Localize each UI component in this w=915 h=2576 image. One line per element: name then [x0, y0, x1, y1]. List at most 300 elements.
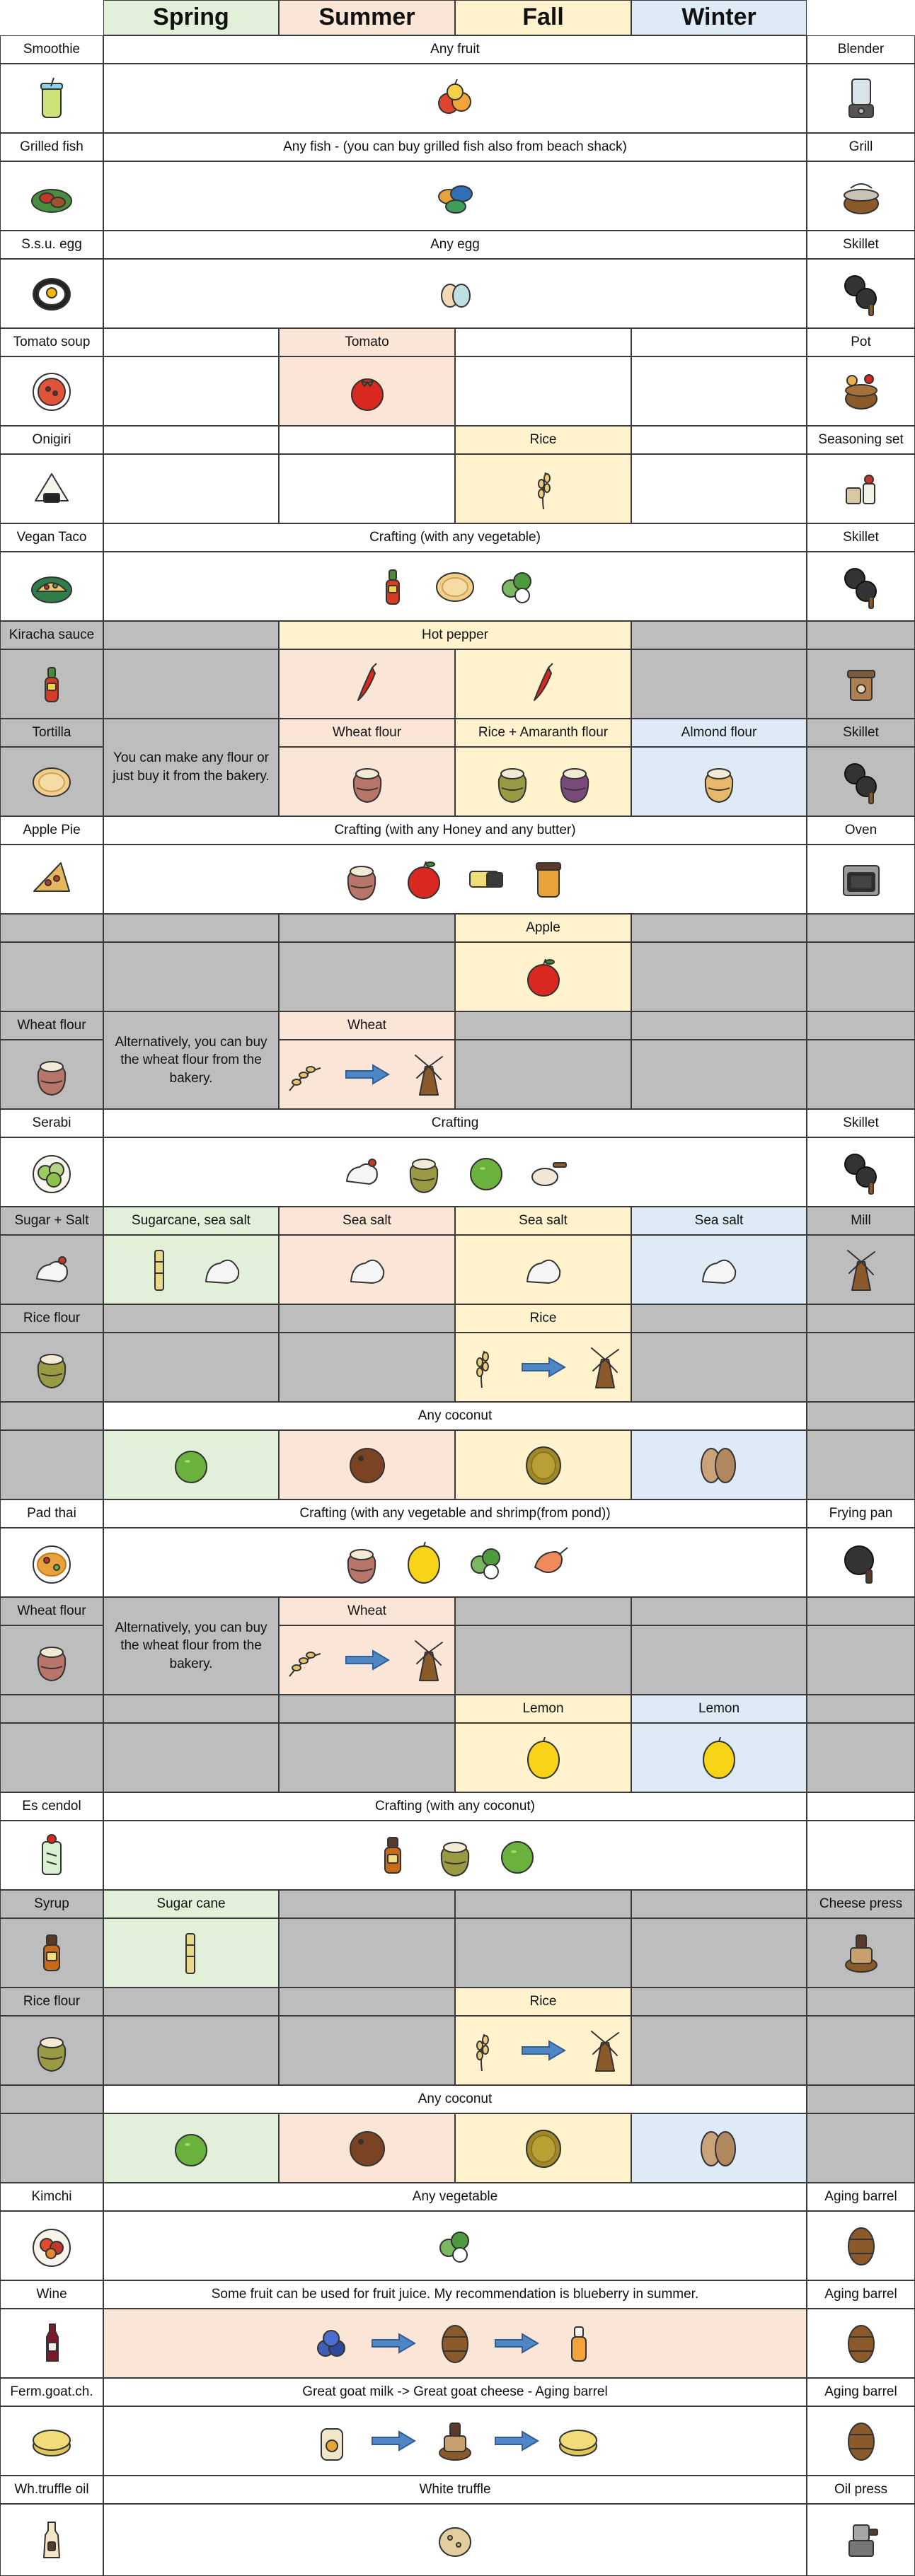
dish-icon-cell	[0, 454, 103, 523]
empty-cell	[103, 1723, 279, 1792]
onigiri-icon	[28, 465, 75, 512]
empty-cell	[631, 356, 807, 426]
empty-cell	[631, 328, 807, 356]
note-cell: Alternatively, you can buy the wheat flour from the bakery.	[103, 1597, 279, 1695]
empty-cell	[455, 1625, 631, 1695]
ingredient-label: Wheat	[279, 1011, 455, 1040]
empty-cell	[103, 1333, 279, 1402]
ingredient-icon-cell	[455, 649, 631, 719]
empty-cell	[631, 1011, 807, 1040]
empty-cell	[103, 426, 279, 454]
green-coconut-icon	[494, 1832, 541, 1879]
empty-cell	[455, 356, 631, 426]
dish-label: Kimchi	[0, 2183, 103, 2211]
empty-cell	[455, 1040, 631, 1109]
apple-icon	[520, 953, 567, 1000]
ingredient-label: Apple	[455, 914, 631, 942]
empty-cell	[807, 1792, 915, 1821]
windmill-icon	[582, 2027, 628, 2074]
tomato-soup-icon	[28, 368, 75, 414]
tool-label: Cheese press	[807, 1890, 915, 1918]
skillet-icon	[838, 758, 885, 805]
ingredient-icon-cell	[631, 1430, 807, 1499]
empty-cell	[807, 914, 915, 942]
arrow-right-icon	[494, 2427, 539, 2455]
cheese-wheel-icon	[555, 2418, 602, 2464]
ingredient-icon-cell	[631, 1723, 807, 1792]
dish-icon-cell	[0, 161, 103, 231]
empty-cell	[631, 1040, 807, 1109]
ingredient-icon-cell	[455, 1430, 631, 1499]
empty-cell	[0, 914, 103, 942]
sauce-bottle-icon	[369, 563, 416, 610]
grilled-fish-icon	[28, 173, 75, 219]
empty-cell	[0, 1430, 103, 1499]
ingredient-icon-cell	[631, 1235, 807, 1304]
cheese-press-icon	[838, 1930, 885, 1976]
wine-bottle-icon	[28, 2320, 75, 2367]
ingredient-label: Rice + Amaranth flour	[455, 719, 631, 747]
rice-flour-sack-icon	[489, 758, 536, 805]
flour-sack-icon	[344, 758, 391, 805]
ingredient-label: Hot pepper	[279, 621, 631, 649]
empty-cell	[807, 1011, 915, 1040]
salt-scoop-icon	[525, 1149, 572, 1195]
tool-icon-cell	[807, 552, 915, 621]
tool-icon-cell	[807, 1137, 915, 1207]
dish-icon-cell	[0, 1528, 103, 1597]
sea-salt-icon	[344, 1246, 391, 1293]
ingredient-label: Rice	[455, 1304, 631, 1333]
empty-cell	[631, 649, 807, 719]
cheese-press-icon	[432, 2418, 478, 2464]
flour-sack-icon	[338, 856, 385, 903]
empty-cell	[103, 914, 279, 942]
cheese-wheel-icon	[28, 2418, 75, 2464]
dish-icon-cell	[0, 845, 103, 914]
olive-coconut-icon	[520, 2125, 567, 2171]
empty-cell	[455, 1918, 631, 1988]
tool-label: Oil press	[807, 2476, 915, 2504]
ingredient-label: Any egg	[103, 231, 807, 259]
ingredient-icon-cell	[455, 942, 631, 1011]
tool-label: Frying pan	[807, 1499, 915, 1528]
empty-cell	[103, 649, 279, 719]
ingredient-icon-cell	[103, 64, 807, 133]
juice-bottle-icon	[555, 2320, 602, 2367]
sea-salt-icon	[520, 1246, 567, 1293]
syrup-bottle-icon	[28, 1930, 75, 1976]
dish-label: Wh.truffle oil	[0, 2476, 103, 2504]
ingredient-icon-cell	[103, 1137, 807, 1207]
green-coconut-icon	[168, 2125, 214, 2171]
empty-cell	[0, 2113, 103, 2183]
lemon-icon	[520, 1734, 567, 1781]
ingredient-icon-cell	[455, 1333, 631, 1402]
syrup-bottle-icon	[369, 1832, 416, 1879]
dish-icon-cell	[0, 1333, 103, 1402]
ingredient-label: Any vegetable	[103, 2183, 807, 2211]
ingredient-icon-cell	[103, 1528, 807, 1597]
oven-icon	[838, 856, 885, 903]
sea-salt-icon	[696, 1246, 742, 1293]
hot-pepper-icon	[344, 661, 391, 707]
flour-sack-icon	[28, 1637, 75, 1683]
empty-cell	[279, 1988, 455, 2016]
dish-label: Smoothie	[0, 35, 103, 64]
tortilla-icon	[28, 758, 75, 805]
empty-cell	[0, 2085, 103, 2113]
vegetable-icon	[494, 563, 541, 610]
ingredient-label: Crafting (with any Honey and any butter)	[103, 816, 807, 845]
aging-barrel-icon	[838, 2222, 885, 2269]
empty-cell	[103, 454, 279, 523]
ingredient-icon-cell	[455, 2016, 631, 2085]
olive-coconut-icon	[520, 1441, 567, 1488]
empty-cell	[807, 1597, 915, 1625]
tool-icon-cell	[807, 845, 915, 914]
es-cendol-icon	[28, 1832, 75, 1879]
dish-icon-cell	[0, 1625, 103, 1695]
empty-cell	[807, 1402, 915, 1430]
tool-icon-cell	[807, 649, 915, 719]
empty-cell	[631, 1918, 807, 1988]
winter-header: Winter	[631, 0, 807, 35]
fall-header: Fall	[455, 0, 631, 35]
empty-cell	[807, 1040, 915, 1109]
windmill-icon	[838, 1246, 885, 1293]
empty-cell	[807, 1304, 915, 1333]
empty-cell	[807, 1695, 915, 1723]
ingredient-icon-cell	[455, 454, 631, 523]
sugarcane-icon	[137, 1246, 183, 1293]
rice-stalk-icon	[459, 2027, 505, 2074]
lemon-icon	[696, 1734, 742, 1781]
ingredient-icon-cell	[103, 2504, 807, 2576]
empty-cell	[807, 1821, 915, 1890]
ingredient-label: Great goat milk -> Great goat cheese - Aging barrel	[103, 2378, 807, 2406]
butter-icon	[463, 856, 510, 903]
empty-cell	[103, 1695, 279, 1723]
empty-cell	[631, 621, 807, 649]
rice-flour-sack-icon	[432, 1832, 478, 1879]
empty-cell	[103, 328, 279, 356]
tool-icon-cell	[807, 1918, 915, 1988]
ingredient-icon-cell	[103, 2309, 807, 2378]
tool-icon-cell	[807, 747, 915, 816]
fish-pile-icon	[432, 173, 478, 219]
dish-icon-cell	[0, 1235, 103, 1304]
dish-icon-cell	[0, 259, 103, 328]
tool-label: Skillet	[807, 1109, 915, 1137]
empty-cell	[807, 1430, 915, 1499]
brown-coconut-icon	[344, 1441, 391, 1488]
empty-cell	[103, 942, 279, 1011]
empty-cell	[279, 942, 455, 1011]
ingredient-label: Wheat flour	[279, 719, 455, 747]
ingredient-icon-cell	[279, 1430, 455, 1499]
empty-cell	[631, 1988, 807, 2016]
empty-cell	[807, 2016, 915, 2085]
ingredient-icon-cell	[455, 747, 631, 816]
press-icon	[838, 661, 885, 707]
shrimp-icon	[525, 1539, 572, 1586]
ingredient-label: Crafting (with any coconut)	[103, 1792, 807, 1821]
green-coconut-icon	[168, 1441, 214, 1488]
empty-cell	[807, 1723, 915, 1792]
arrow-right-icon	[521, 1353, 566, 1381]
dish-label: Rice flour	[0, 1304, 103, 1333]
ingredient-icon-cell	[103, 2211, 807, 2280]
sugarcane-icon	[168, 1930, 214, 1976]
empty-cell	[103, 356, 279, 426]
skillet-icon	[838, 563, 885, 610]
aging-barrel-icon	[838, 2320, 885, 2367]
empty-cell	[279, 426, 455, 454]
dish-label: Wheat flour	[0, 1011, 103, 1040]
dish-label: Vegan Taco	[0, 523, 103, 552]
dish-label: Tomato soup	[0, 328, 103, 356]
arrow-right-icon	[371, 2329, 416, 2357]
tool-label: Blender	[807, 35, 915, 64]
pot-icon	[838, 368, 885, 414]
dish-icon-cell	[0, 2504, 103, 2576]
white-truffle-icon	[432, 2517, 478, 2563]
empty-cell	[807, 1333, 915, 1402]
frying-pan-icon	[838, 1539, 885, 1586]
ingredient-icon-cell	[631, 747, 807, 816]
note-cell: Alternatively, you can buy the wheat flour from the bakery.	[103, 1011, 279, 1109]
ingredient-label: Some fruit can be used for fruit juice. My recommendation is blueberry in summer.	[103, 2280, 807, 2309]
vegetable-icon	[432, 2222, 478, 2269]
ingredient-label: Rice	[455, 1988, 631, 2016]
arrow-right-icon	[345, 1060, 390, 1089]
tool-label: Skillet	[807, 231, 915, 259]
ingredient-icon-cell	[103, 2113, 279, 2183]
aging-barrel-icon	[432, 2320, 478, 2367]
tortilla-icon	[432, 563, 478, 610]
amaranth-flour-sack-icon	[551, 758, 598, 805]
ingredient-icon-cell	[279, 1040, 455, 1109]
dish-icon-cell	[0, 1137, 103, 1207]
sauce-bottle-icon	[28, 661, 75, 707]
ingredient-label: Any coconut	[103, 1402, 807, 1430]
ingredient-icon-cell	[279, 747, 455, 816]
serabi-icon	[28, 1149, 75, 1195]
dish-label: Syrup	[0, 1890, 103, 1918]
windmill-icon	[582, 1344, 628, 1391]
dish-label: Tortilla	[0, 719, 103, 747]
dish-label: Apple Pie	[0, 816, 103, 845]
tool-icon-cell	[807, 2504, 915, 2576]
sugar-icon	[338, 1149, 385, 1195]
rice-flour-sack-icon	[28, 2027, 75, 2074]
tool-icon-cell	[807, 2309, 915, 2378]
arrow-right-icon	[521, 2036, 566, 2065]
ingredient-icon-cell	[103, 259, 807, 328]
empty-cell	[279, 1333, 455, 1402]
empty-cell	[807, 1625, 915, 1695]
empty-cell	[631, 1625, 807, 1695]
empty-cell	[279, 454, 455, 523]
summer-header: Summer	[279, 0, 455, 35]
tool-icon-cell	[807, 64, 915, 133]
ingredient-label: Tomato	[279, 328, 455, 356]
ingredient-label: Crafting	[103, 1109, 807, 1137]
ingredient-label: Any fruit	[103, 35, 807, 64]
tool-label: Aging barrel	[807, 2280, 915, 2309]
tool-label: Mill	[807, 1207, 915, 1235]
tool-label: Skillet	[807, 523, 915, 552]
empty-cell	[455, 1011, 631, 1040]
rice-stalk-icon	[520, 465, 567, 512]
dish-icon-cell	[0, 1040, 103, 1109]
wheat-stalk-icon	[282, 1051, 329, 1098]
dish-label: Pad thai	[0, 1499, 103, 1528]
tool-label: Aging barrel	[807, 2378, 915, 2406]
tool-icon-cell	[807, 259, 915, 328]
dish-label: Kiracha sauce	[0, 621, 103, 649]
rice-stalk-icon	[459, 1344, 505, 1391]
dish-icon-cell	[0, 552, 103, 621]
empty-cell	[279, 1304, 455, 1333]
dish-label: Grilled fish	[0, 133, 103, 161]
empty-cell	[631, 914, 807, 942]
spring-header: Spring	[103, 0, 279, 35]
ingredient-label: Crafting (with any vegetable)	[103, 523, 807, 552]
ingredient-label: Lemon	[631, 1695, 807, 1723]
empty-cell	[455, 1890, 631, 1918]
arrow-right-icon	[494, 2329, 539, 2357]
tool-label: Aging barrel	[807, 2183, 915, 2211]
tool-icon-cell	[807, 2211, 915, 2280]
dish-icon-cell	[0, 356, 103, 426]
hot-pepper-icon	[520, 661, 567, 707]
empty-cell	[103, 1988, 279, 2016]
empty-cell	[631, 2016, 807, 2085]
ingredient-icon-cell	[279, 1625, 455, 1695]
truffle-oil-icon	[28, 2517, 75, 2563]
ingredient-icon-cell	[279, 649, 455, 719]
ingredient-label: Sea salt	[279, 1207, 455, 1235]
ingredient-icon-cell	[455, 2113, 631, 2183]
dish-label: Es cendol	[0, 1792, 103, 1821]
dish-label: Serabi	[0, 1109, 103, 1137]
tool-icon-cell	[807, 2406, 915, 2476]
dish-label: Onigiri	[0, 426, 103, 454]
dish-label: Rice flour	[0, 1988, 103, 2016]
ingredient-icon-cell	[103, 161, 807, 231]
tool-label: Oven	[807, 816, 915, 845]
sea-salt-icon	[199, 1246, 246, 1293]
empty-cell	[0, 1695, 103, 1723]
ingredient-icon-cell	[279, 2113, 455, 2183]
empty-cell	[631, 426, 807, 454]
empty-cell	[0, 942, 103, 1011]
empty-cell	[279, 2016, 455, 2085]
dish-icon-cell	[0, 2309, 103, 2378]
empty-cell	[0, 1402, 103, 1430]
tool-label: Seasoning set	[807, 426, 915, 454]
flour-sack-icon	[28, 1051, 75, 1098]
windmill-icon	[405, 1051, 452, 1098]
dish-icon-cell	[0, 64, 103, 133]
ingredient-icon-cell	[279, 356, 455, 426]
ingredient-label: Sugarcane, sea salt	[103, 1207, 279, 1235]
ingredient-label: Rice	[455, 426, 631, 454]
dish-label: Wheat flour	[0, 1597, 103, 1625]
vegetable-icon	[463, 1539, 510, 1586]
empty-cell	[631, 1597, 807, 1625]
empty-cell	[455, 328, 631, 356]
blender-icon	[838, 75, 885, 122]
dish-icon-cell	[0, 2016, 103, 2085]
ingredient-icon-cell	[103, 1430, 279, 1499]
empty-cell	[279, 1918, 455, 1988]
milk-jug-icon	[309, 2418, 355, 2464]
grill-pot-icon	[838, 173, 885, 219]
tool-label: Skillet	[807, 719, 915, 747]
smoothie-cup-icon	[28, 75, 75, 122]
empty-cell	[631, 1304, 807, 1333]
dish-icon-cell	[0, 1821, 103, 1890]
windmill-icon	[405, 1637, 452, 1683]
eggs-icon	[432, 270, 478, 317]
blueberry-icon	[309, 2320, 355, 2367]
ingredient-label: Any coconut	[103, 2085, 807, 2113]
dish-label: Wine	[0, 2280, 103, 2309]
ingredient-icon-cell	[103, 552, 807, 621]
fruit-basket-icon	[432, 75, 478, 122]
brown-coconut-icon	[344, 2125, 391, 2171]
ingredient-icon-cell	[103, 1235, 279, 1304]
dish-label: Sugar + Salt	[0, 1207, 103, 1235]
green-coconut-icon	[463, 1149, 510, 1195]
kimchi-icon	[28, 2222, 75, 2269]
ingredient-label: Crafting (with any vegetable and shrimp(from pond))	[103, 1499, 807, 1528]
ingredient-icon-cell	[103, 1821, 807, 1890]
dish-label: Ferm.goat.ch.	[0, 2378, 103, 2406]
seasoning-set-icon	[838, 465, 885, 512]
skillet-icon	[838, 1149, 885, 1195]
empty-cell	[807, 2113, 915, 2183]
dish-icon-cell	[0, 747, 103, 816]
empty-cell	[103, 2016, 279, 2085]
empty-cell	[279, 1890, 455, 1918]
oil-press-icon	[838, 2517, 885, 2563]
empty-cell	[807, 621, 915, 649]
dish-icon-cell	[0, 649, 103, 719]
ingredient-icon-cell	[103, 1918, 279, 1988]
dish-icon-cell	[0, 1918, 103, 1988]
tool-label: Pot	[807, 328, 915, 356]
tool-icon-cell	[807, 356, 915, 426]
rice-flour-sack-icon	[28, 1344, 75, 1391]
empty-cell	[0, 1723, 103, 1792]
empty-cell	[103, 621, 279, 649]
ingredient-icon-cell	[103, 2406, 807, 2476]
sugar-icon	[28, 1246, 75, 1293]
fried-egg-icon	[28, 270, 75, 317]
apple-pie-icon	[28, 856, 75, 903]
note-cell: You can make any flour or just buy it from the bakery.	[103, 719, 279, 816]
ingredient-icon-cell	[103, 845, 807, 914]
ingredient-icon-cell	[455, 1235, 631, 1304]
empty-cell	[631, 454, 807, 523]
ingredient-icon-cell	[279, 1235, 455, 1304]
arrow-right-icon	[371, 2427, 416, 2455]
tool-label: Grill	[807, 133, 915, 161]
